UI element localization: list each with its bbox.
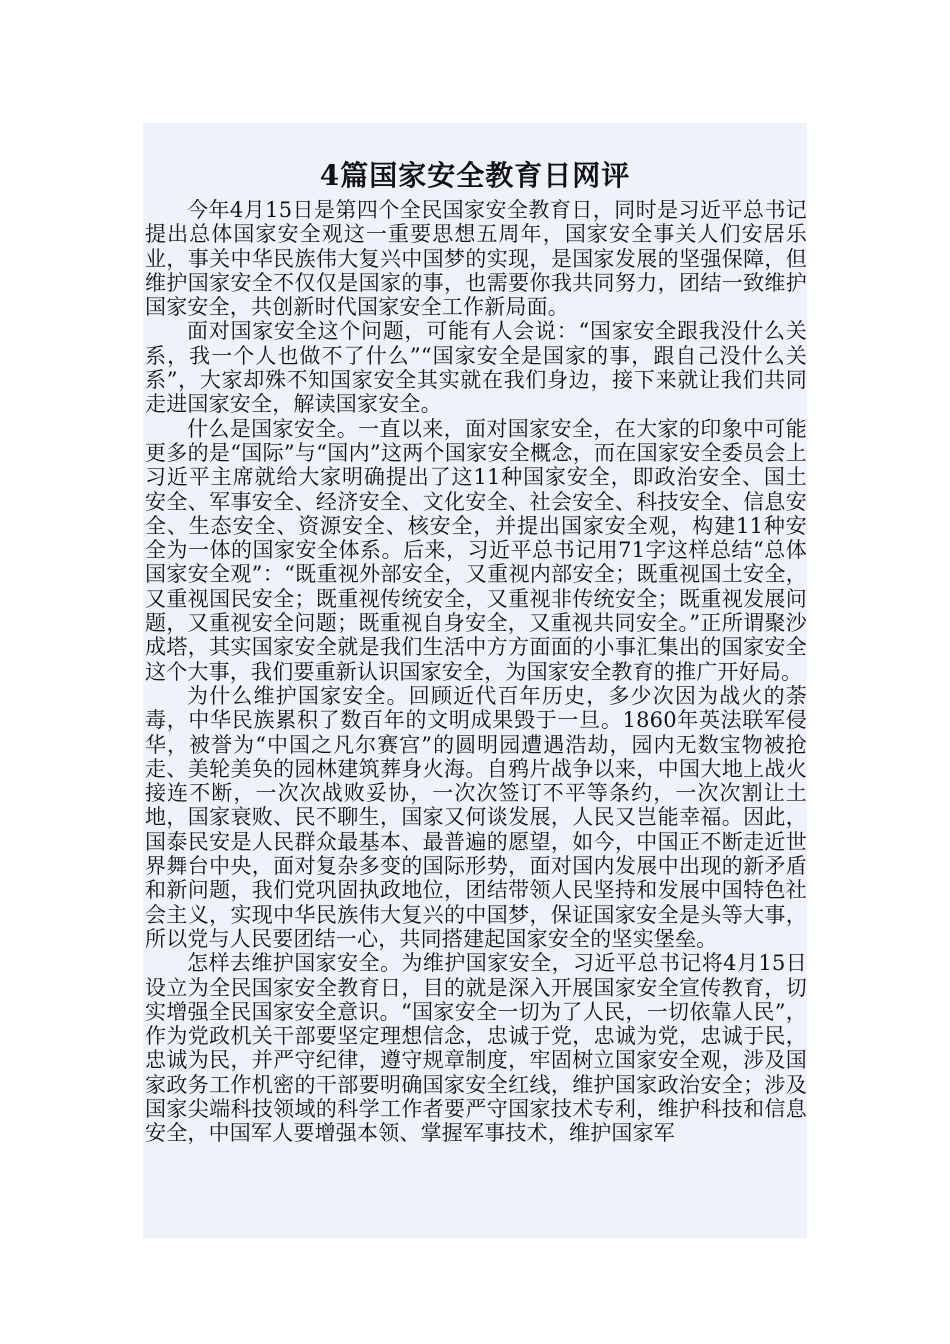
document-body (145, 198, 807, 1146)
paragraph-question: 面对国家安全这个问题，可能有人会说：“国家安全跟我没什么关系，我一个人也做不了什么”“国家安全是国家的事，跟自己没什么关系”，大家却殊不知国家安全其实就在我们身边，接下来就让我们共同走进国家安全，解读国家安全。 (145, 319, 807, 417)
document-title: 4篇国家安全教育日网评 (319, 159, 631, 192)
paragraph-how-maintain: 怎样去维护国家安全。为维护国家安全，习近平总书记将4月15日设立为全民国家安全教育日，目的就是深入开展国家安全宣传教育，切实增强全民国家安全意识。“国家安全一切为了人民，一切依靠人民”，作为党政机关干部要坚定理想信念，忠诚于党，忠诚为党，忠诚于民，忠诚为民，并严守纪律，遵守规章制度，牢固树立国家安全观，涉及国家政务工作机密的干部要明确国家安全红线，维护国家政治安全；涉及国家尖端科技领域的科学工作者要严守国家技术专利，维护科技和信息安全，中国军人要增强本领、掌握军事技术，维护国家军 (145, 951, 807, 1146)
paragraph-what-is-security: 什么是国家安全。一直以来，面对国家安全，在大家的印象中可能更多的是“国际”与“国内”这两个国家安全概念，而在国家安全委员会上习近平主席就给大家明确提出了这11种国家安全，即政治安全、国土安全、军事安全、经济安全、文化安全、社会安全、科技安全、信息安全、生态安全、资源安全、核安全，并提出国家安全观，构建11种安全为一体的国家安全体系。后来，习近平总书记用71字这样总结“总体国家安全观”：“既重视外部安全，又重视内部安全；既重视国土安全，又重视国民安全；既重视传统安全，又重视非传统安全；既重视发展问题，又重视安全问题；既重视自身安全，又重视共同安全。”正所谓聚沙成塔，其实国家安全就是我们生活中方方面面的小事汇集出的国家安全这个大事，我们要重新认识国家安全，为国家安全教育的推广开好局。 (145, 416, 807, 684)
paragraph-why-maintain: 为什么维护国家安全。回顾近代百年历史，多少次因为战火的荼毒，中华民族累积了数百年的文明成果毁于一旦。1860年英法联军侵华，被誉为“中国之凡尔赛宫”的圆明园遭遇浩劫，园内无数宝物被抢走、美轮美奂的园林建筑葬身火海。自鸦片战争以来，中国大地上战火接连不断，一次次战败妥协，一次次签订不平等条约，一次次割让土地，国家衰败、民不聊生，国家又何谈发展，人民又岂能幸福。因此，国泰民安是人民群众最基本、最普遍的愿望，如今，中国正不断走近世界舞台中央，面对复杂多变的国际形势，面对国内发展中出现的新矛盾和新问题，我们党巩固执政地位，团结带领人民坚持和发展中国特色社会主义，实现中华民族伟大复兴的中国梦，保证国家安全是头等大事，所以党与人民要团结一心，共同搭建起国家安全的坚实堡垒。 (145, 683, 807, 951)
paragraph-intro: 今年4月15日是第四个全民国家安全教育日，同时是习近平总书记提出总体国家安全观这一重要思想五周年，国家安全事关人们安居乐业，事关中华民族伟大复兴中国梦的实现，是国家发展的坚强保障，但维护国家安全不仅仅是国家的事，也需要你我共同努力，团结一致维护国家安全，共创新时代国家安全工作新局面。 (145, 198, 807, 320)
